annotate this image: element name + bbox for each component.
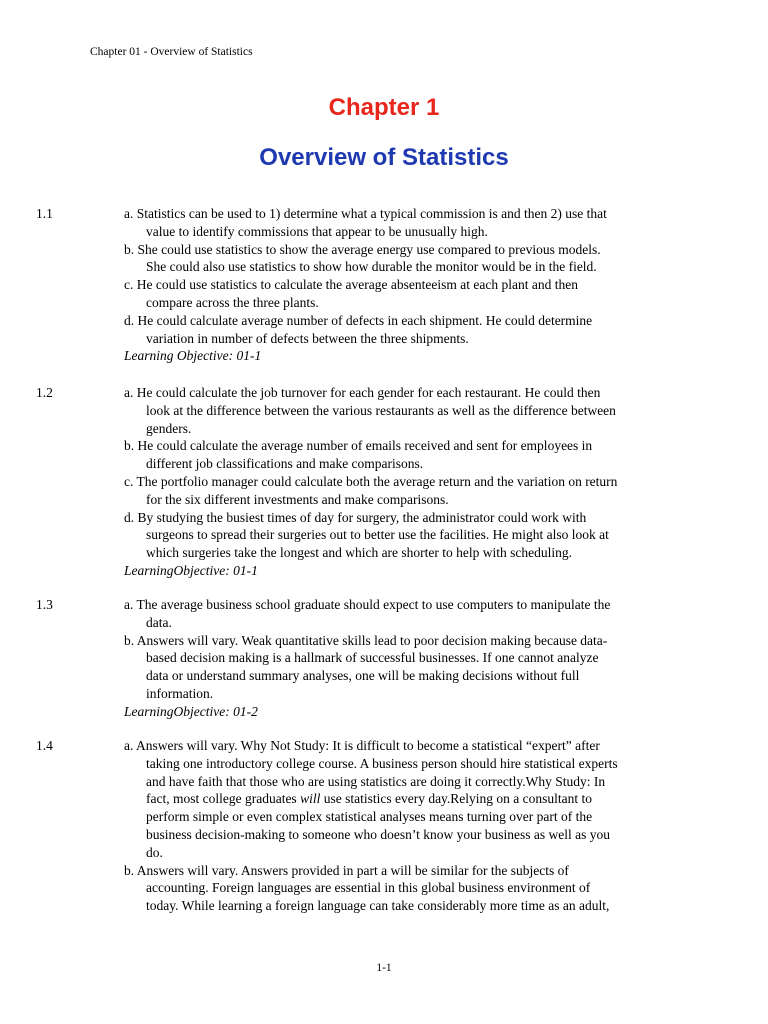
answer-continuation-line: today. While learning a foreign language can take considerably more time as an adult, [146, 898, 610, 914]
answer-continuation-line: perform simple or even complex statistical analyses means turning over part of the [146, 809, 593, 825]
answer-part [124, 862, 664, 915]
learning-objective: LearningObjective: 01-2 [124, 703, 258, 719]
answer-line: b. Answers will vary. Weak quantitative skills lead to poor decision making because data- [124, 632, 608, 648]
answer-continuation-line: and have faith that those who are using statistics are doing it correctly.Why Study: In [146, 773, 606, 789]
problem-number: 1.1 [36, 206, 53, 221]
answer-continuation-line: different job classifications and make comparisons. [146, 456, 424, 472]
answer-continuation-line: information. [146, 685, 214, 701]
answer-continuation-line: which surgeries take the longest and which are shorter to help with scheduling. [146, 545, 573, 561]
answer-continuation-line: data. [146, 614, 172, 630]
answer-continuation-line: for the six different investments and make comparisons. [146, 491, 449, 507]
answer-continuation-line: fact, most college graduates will use statistics every day.Relying on a consultant to [146, 791, 593, 807]
answer-continuation-line: based decision making is a hallmark of successful businesses. If one cannot analyze [146, 650, 599, 666]
problem-number: 1.2 [36, 385, 53, 400]
answer-line: b. She could use statistics to show the average energy use compared to previous models. [124, 241, 601, 257]
answer-part [124, 241, 664, 277]
chapter-number: Chapter 1 [328, 94, 440, 121]
answer-line: a. He could calculate the job turnover for each gender for each restaurant. He could then [124, 385, 601, 400]
answer-line: a. Statistics can be used to 1) determine what a typical commission is and then 2) use that [124, 206, 607, 221]
answer-line: d. He could calculate average number of defects in each shipment. He could determine [124, 312, 593, 328]
answer-part [124, 509, 664, 562]
answer-part [124, 473, 664, 509]
answer-part [124, 437, 664, 473]
answer-continuation-line: genders. [146, 420, 192, 436]
answer-part [124, 737, 664, 862]
answer-continuation-line: She could also use statistics to show how durable the monitor would be in the field. [146, 259, 597, 275]
answer-continuation-line: business decision-making to someone who doesn’t know your business as well as you [146, 826, 610, 842]
answer-part [124, 632, 664, 703]
answer-continuation-line: taking one introductory college course. A business person should hire statistical experts [146, 755, 618, 771]
answer-continuation-line: surgeons to spread their surgeries out to better use the facilities. He might also look at [146, 527, 609, 543]
answer-line: d. By studying the busiest times of day for surgery, the administrator could work with [124, 509, 587, 525]
answer-part [124, 596, 664, 632]
problem-number: 1.3 [36, 597, 53, 612]
answer-continuation-line: data or understand summary analyses, one will be making decisions without full [146, 668, 580, 684]
answer-line: b. He could calculate the average number of emails received and sent for employees in [124, 438, 593, 454]
answer-line: c. The portfolio manager could calculate both the average return and the variation on return [124, 473, 618, 489]
answer-continuation-line: value to identify commissions that appear to be unusually high. [146, 223, 488, 239]
answer-parts [124, 737, 664, 915]
problem-number: 1.4 [36, 738, 53, 753]
running-header: Chapter 01 - Overview of Statistics [90, 46, 253, 58]
answer-part [124, 384, 664, 437]
chapter-title: Overview of Statistics [259, 144, 509, 171]
answer-continuation-line: compare across the three plants. [146, 294, 319, 310]
answer-continuation-line: accounting. Foreign languages are essential in this global business environment of [146, 880, 591, 896]
learning-objective: LearningObjective: 01-1 [124, 562, 258, 578]
answer-parts [124, 596, 664, 721]
page-number: 1-1 [376, 962, 392, 974]
answer-line: a. The average business school graduate should expect to use computers to manipulate the [124, 597, 611, 612]
answer-parts [124, 384, 664, 580]
answer-part [124, 205, 664, 241]
answer-line: c. He could use statistics to calculate the average absenteeism at each plant and then [124, 277, 578, 293]
answer-continuation-line: variation in number of defects between the three shipments. [146, 330, 469, 346]
answer-continuation-line: do. [146, 844, 163, 860]
answer-line: b. Answers will vary. Answers provided in part a will be similar for the subjects of [124, 862, 569, 878]
answer-continuation-line: look at the difference between the various restaurants as well as the difference between [146, 402, 616, 418]
answer-parts [124, 205, 664, 365]
learning-objective: Learning Objective: 01-1 [124, 348, 262, 364]
answer-part [124, 276, 664, 312]
answer-line: a. Answers will vary. Why Not Study: It is difficult to become a statistical “expert” after [124, 738, 600, 753]
answer-part [124, 312, 664, 348]
